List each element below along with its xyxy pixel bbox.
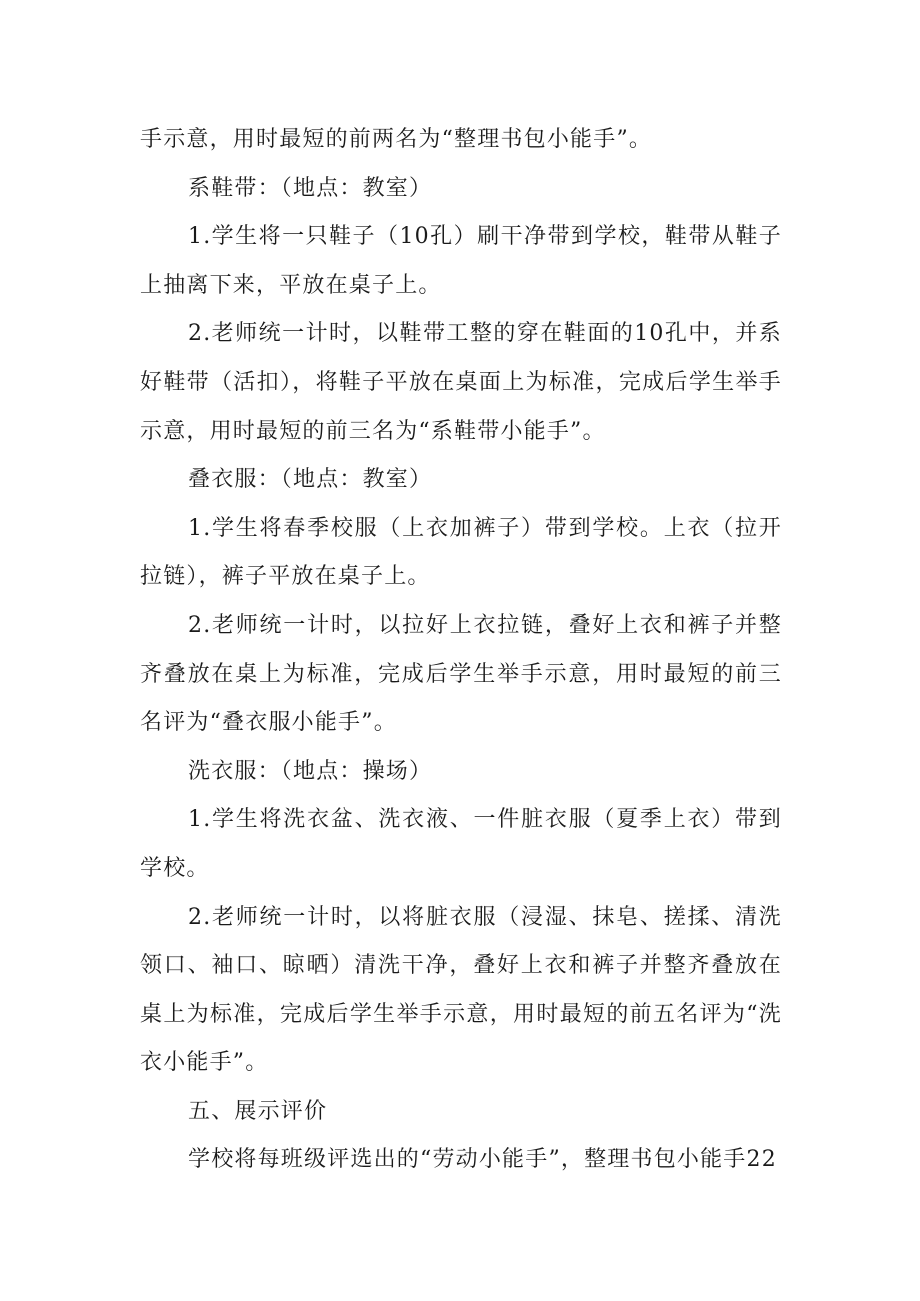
- heading-fold-clothes: 叠衣服：（地点：教室）: [188, 467, 433, 493]
- section-heading-showcase-evaluation: 五、展示评价: [188, 1098, 328, 1124]
- paragraph-wash-step-1: 1.学生将洗衣盆、洗衣液、一件脏衣服（夏季上衣）带到学校。: [140, 807, 782, 881]
- paragraph-shoelace-step-1: 1.学生将一只鞋子（10孔）刷干净带到学校，鞋带从鞋子上抽离下来，平放在桌子上。: [140, 224, 782, 298]
- paragraph-continuation: 手示意，用时最短的前两名为“整理书包小能手”。: [140, 127, 653, 152]
- paragraph-wash-step-2: 2.老师统一计时，以将脏衣服（浸湿、抹皂、搓揉、清洗领口、袖口、晾晒）清洗干净，叠好上衣和裤子并整齐叠放在桌上为标准，完成后学生举手示意，用时最短的前五名评为“洗衣小能手”。: [140, 904, 782, 1076]
- paragraph-showcase-intro: 学校将每班级评选出的“劳动小能手”，整理书包小能手22: [188, 1147, 777, 1173]
- heading-tie-shoelaces: 系鞋带：（地点：教室）: [188, 175, 433, 201]
- document-body: [140, 116, 782, 1185]
- heading-wash-clothes: 洗衣服：（地点：操场）: [188, 758, 433, 784]
- paragraph-shoelace-step-2: 2.老师统一计时，以鞋带工整的穿在鞋面的10孔中，并系好鞋带（活扣），将鞋子平放在桌面上为标准，完成后学生举手示意，用时最短的前三名为“系鞋带小能手”。: [140, 321, 782, 444]
- paragraph-fold-step-1: 1.学生将春季校服（上衣加裤子）带到学校。上衣（拉开拉链），裤子平放在桌子上。: [140, 515, 782, 590]
- paragraph-fold-step-2: 2.老师统一计时，以拉好上衣拉链，叠好上衣和裤子并整齐叠放在桌上为标准，完成后学生举手示意，用时最短的前三名评为“叠衣服小能手”。: [140, 612, 782, 736]
